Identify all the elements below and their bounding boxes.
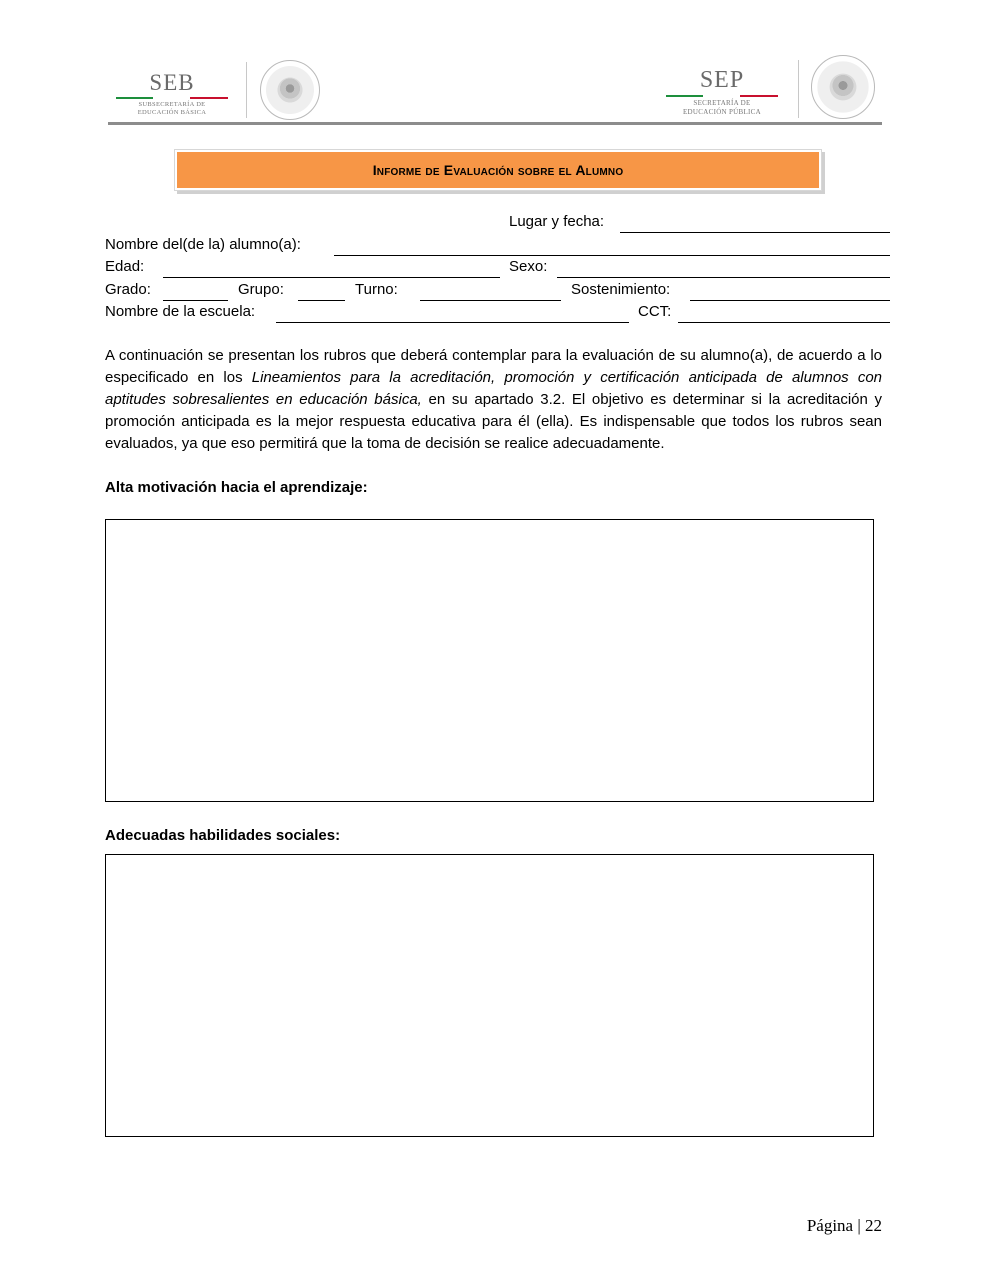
section-title-motivacion: Alta motivación hacia el aprendizaje: <box>105 479 368 496</box>
mexico-coat-of-arms-icon <box>811 55 875 119</box>
sexo-field[interactable] <box>557 277 890 278</box>
flag-stripe <box>666 95 778 97</box>
lugar-fecha-field[interactable] <box>620 232 890 233</box>
grado-label: Grado: <box>105 281 151 298</box>
grado-field[interactable] <box>163 300 228 301</box>
intro-text-1: A continuación se presentan los rubros que deberá contemplar para la evaluación de su alumno(a), de acuerdo a lo especificado en los <box>105 347 882 386</box>
logo-divider <box>246 62 247 118</box>
flag-stripe <box>116 97 228 99</box>
sexo-label: Sexo: <box>509 258 548 275</box>
header-rule <box>108 122 882 125</box>
grupo-field[interactable] <box>298 300 345 301</box>
nombre-alumno-label: Nombre del(de la) alumno(a): <box>105 236 301 253</box>
edad-label: Edad: <box>105 258 145 275</box>
cct-field[interactable] <box>678 322 890 323</box>
edad-field[interactable] <box>163 277 500 278</box>
lugar-fecha-label: Lugar y fecha: <box>509 213 605 230</box>
sep-subtitle-2: EDUCACIÓN PÚBLICA <box>682 108 762 116</box>
document-title-box <box>174 149 822 191</box>
nombre-escuela-field[interactable] <box>276 322 629 323</box>
sostenimiento-field[interactable] <box>690 300 890 301</box>
seb-subtitle-2: EDUCACIÓN BÁSICA <box>137 109 207 116</box>
sep-subtitle-1: SECRETARÍA DE <box>693 99 751 107</box>
grupo-label: Grupo: <box>238 281 284 298</box>
page-number: Página | 22 <box>806 1216 882 1235</box>
sep-acronym: SEP <box>699 67 745 93</box>
document-title: Informe de Evaluación sobre el Alumno <box>372 162 624 178</box>
cct-label: CCT: <box>638 303 672 320</box>
sostenimiento-label: Sostenimiento: <box>571 281 671 298</box>
nombre-escuela-label: Nombre de la escuela: <box>105 303 256 320</box>
seb-acronym: SEB <box>149 70 195 95</box>
intro-paragraph <box>105 345 882 455</box>
turno-field[interactable] <box>420 300 561 301</box>
intro-text-2: en su apartado 3.2. El objetivo es determinar si la acreditación y promoción anticipada es la mejor respuesta educativa para él (ella). Es indispensable que todos los rubros sean evaluados, ya que eso permitirá que la toma de decisión se realice adecuadamente. <box>105 391 882 452</box>
logo-divider <box>798 60 799 118</box>
mexico-coat-of-arms-icon <box>260 60 320 120</box>
answer-box-motivacion[interactable] <box>105 519 874 802</box>
sep-logo <box>662 66 782 120</box>
section-title-habilidades: Adecuadas habilidades sociales: <box>105 827 341 844</box>
intro-text-italic: Lineamientos para la acreditación, promoción y certificación anticipada de alumnos con aptitudes sobresalientes en educación básica, <box>105 369 883 408</box>
turno-label: Turno: <box>355 281 398 298</box>
seb-subtitle-1: SUBSECRETARÍA DE <box>138 101 206 108</box>
seb-logo <box>112 70 232 120</box>
nombre-alumno-field[interactable] <box>334 255 890 256</box>
answer-box-habilidades[interactable] <box>105 854 874 1137</box>
